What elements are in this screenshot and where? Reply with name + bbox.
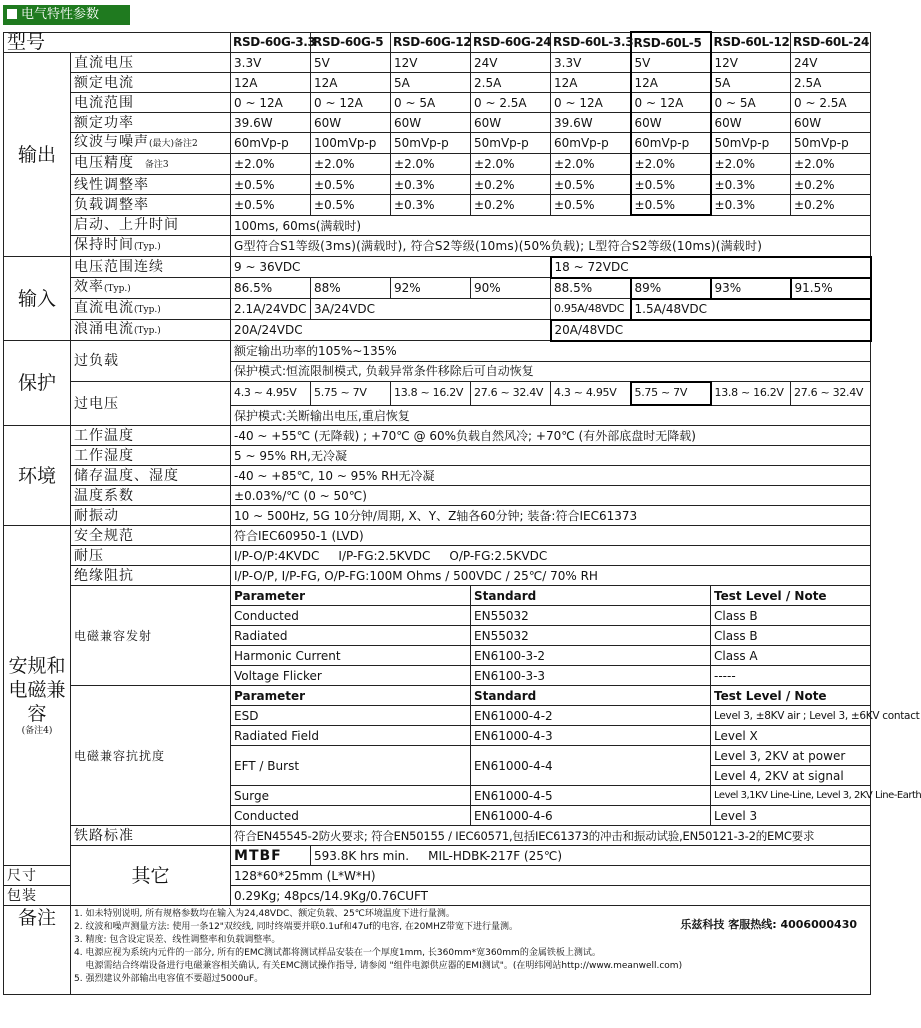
working-temp-value: -40 ~ +55℃ (无降载) ; +70℃ @ 60%负载自然风冷; +70℃ (有外部底盘时无降载) (231, 426, 871, 446)
cell: ±0.5% (231, 195, 311, 216)
model-l12: RSD-60L-12 (711, 32, 791, 53)
row-efficiency (4, 278, 871, 299)
label-text: 保持时间 (74, 237, 134, 253)
cell: 12V (391, 53, 471, 73)
label-text: 直流电流 (74, 300, 134, 316)
emission-head-param: Parameter (231, 586, 471, 606)
row-inrush (4, 320, 871, 341)
section-output: 输出 (4, 53, 71, 257)
label-overvoltage: 过电压 (71, 382, 231, 426)
vibration-value: 10 ~ 500Hz, 5G 10分钟/周期, X、Y、Z轴各60分钟; 装备:符合IEC61373 (231, 506, 871, 526)
cell: 13.8 ~ 16.2V (711, 382, 791, 406)
cell: 4.3 ~ 4.95V (551, 382, 631, 406)
section-input: 输入 (4, 257, 71, 341)
hold-up-value: G型符合S1等级(3ms)(满载时), 符合S2等级(10ms)(50%负载); L型符合S2等级(10ms)(满载时) (231, 236, 871, 257)
cell: 39.6W (551, 113, 631, 133)
row-mtbf (4, 846, 871, 866)
label-rated-power: 额定功率 (71, 113, 231, 133)
row-working-temp (4, 426, 871, 446)
working-humidity-value: 5 ~ 95% RH,无冷凝 (231, 446, 871, 466)
cell: 12A (551, 73, 631, 93)
cell: 60W (631, 113, 711, 133)
immunity-head-standard: Standard (471, 686, 711, 706)
label-note: 备注3 (144, 160, 169, 170)
label-isolation: 绝缘阻抗 (71, 566, 231, 586)
cell: ±2.0% (631, 154, 711, 175)
label-note: (Typ.) (134, 326, 161, 336)
section-protection: 保护 (4, 341, 71, 426)
square-icon (7, 9, 17, 19)
cell: 5A (391, 73, 471, 93)
section-header-title: 电气特性参数 (21, 7, 100, 22)
cell: Level 3, 2KV at power (711, 746, 871, 766)
note-line-1: 1. 如未特别说明, 所有规格参数均在输入为24,48VDC、额定负载、25℃环境温度下进行量测。 (74, 909, 455, 919)
cell: 0 ~ 5A (711, 93, 791, 113)
setup-rise-value: 100ms, 60ms(满载时) (231, 215, 871, 236)
label-line-regulation: 线性调整率 (71, 175, 231, 195)
label-mtbf: MTBF (231, 846, 311, 866)
cell: 91.5% (791, 278, 871, 299)
spec-table (3, 31, 921, 995)
cell: EN55032 (471, 626, 711, 646)
cell: Class B (711, 606, 871, 626)
row-rated-current (4, 73, 871, 93)
label-working-humidity: 工作湿度 (71, 446, 231, 466)
label-dc-voltage: 直流电压 (71, 53, 231, 73)
cell: 0 ~ 2.5A (471, 93, 551, 113)
voltage-range-g: 9 ~ 36VDC (231, 257, 551, 278)
section-safety-text: 安规和电磁兼容 (8, 655, 66, 725)
cell: Level X (711, 726, 871, 746)
overload-line2: 保护模式:恒流限制模式, 负载异常条件移除后可自动恢复 (231, 361, 871, 382)
label-voltage-range: 电压范围连续 (71, 257, 231, 278)
cell: 89% (631, 278, 711, 299)
cell: 5V (631, 53, 711, 73)
cell: ±0.5% (551, 175, 631, 195)
label-note: (Typ.) (134, 305, 161, 315)
cell: 39.6W (231, 113, 311, 133)
cell: 0 ~ 5A (391, 93, 471, 113)
cell: 93% (711, 278, 791, 299)
cell: 27.6 ~ 32.4V (791, 382, 871, 406)
cell: ±0.3% (711, 195, 791, 216)
cell: ±2.0% (471, 154, 551, 175)
label-dc-current (71, 299, 231, 320)
model-g12: RSD-60G-12 (391, 32, 471, 53)
row-setup-rise (4, 215, 871, 236)
section-safety-note: (备注4) (21, 726, 53, 736)
dc-current-l1: 0.95A/48VDC (551, 299, 631, 320)
cell: ±0.5% (231, 175, 311, 195)
cell: 2.5A (471, 73, 551, 93)
label-voltage-tolerance (71, 154, 231, 175)
dc-current-g1: 2.1A/24VDC (231, 299, 311, 320)
note-line-5: 电源需结合终端设备进行电磁兼容相关确认, 有关EMC测试操作指导, 请参阅 "组件电源供应器的EMI测试"。(在明纬网站http://www.meanwell.com) (74, 961, 683, 971)
cell: 27.6 ~ 32.4V (471, 382, 551, 406)
cell: ±2.0% (391, 154, 471, 175)
cell: ±0.3% (391, 175, 471, 195)
cell: 100mVp-p (311, 133, 391, 154)
cell: ±0.5% (551, 195, 631, 216)
row-ripple (4, 133, 871, 154)
row-current-range (4, 93, 871, 113)
cell: ±0.5% (631, 175, 711, 195)
cell: 5V (311, 53, 391, 73)
cell: Conducted (231, 606, 471, 626)
model-l24: RSD-60L-24 (791, 32, 871, 53)
row-dc-current (4, 299, 871, 320)
cell: ±0.3% (711, 175, 791, 195)
row-temp-coeff (4, 486, 871, 506)
cell: 50mVp-p (471, 133, 551, 154)
row-load-regulation (4, 195, 871, 216)
cell: ±0.5% (311, 175, 391, 195)
cell: 60W (711, 113, 791, 133)
row-vibration (4, 506, 871, 526)
label-temp-coeff: 温度系数 (71, 486, 231, 506)
cell: ±2.0% (711, 154, 791, 175)
cell: Class A (711, 646, 871, 666)
safety-standards-value: 符合IEC60950-1 (LVD) (231, 526, 871, 546)
cell: ±0.2% (791, 195, 871, 216)
cell: 50mVp-p (711, 133, 791, 154)
emission-head-level: Test Level / Note (711, 586, 871, 606)
cell: 5.75 ~ 7V (631, 382, 711, 406)
dc-current-l2: 1.5A/48VDC (631, 299, 871, 320)
row-withstand (4, 546, 871, 566)
label-storage: 储存温度、湿度 (71, 466, 231, 486)
cell: 60mVp-p (551, 133, 631, 154)
cell: Harmonic Current (231, 646, 471, 666)
row-safety-standards (4, 526, 871, 546)
label-working-temp: 工作温度 (71, 426, 231, 446)
storage-value: -40 ~ +85℃, 10 ~ 95% RH无冷凝 (231, 466, 871, 486)
row-line-regulation (4, 175, 871, 195)
model-g33: RSD-60G-3.3 (231, 32, 311, 53)
cell: 4.3 ~ 4.95V (231, 382, 311, 406)
cell: Surge (231, 786, 471, 806)
row-working-humidity (4, 446, 871, 466)
cell: Level 3,1KV Line-Line, Level 3, 2KV Line-Earth (711, 786, 871, 806)
row-storage (4, 466, 871, 486)
inrush-g: 20A/24VDC (231, 320, 551, 341)
cell: Voltage Flicker (231, 666, 471, 686)
cell: ±2.0% (311, 154, 391, 175)
label-emc-emission: 电磁兼容发射 (71, 586, 231, 686)
cell: 3.3V (231, 53, 311, 73)
inrush-l: 20A/48VDC (551, 320, 871, 341)
label-overload: 过负载 (71, 341, 231, 382)
cell: 92% (391, 278, 471, 299)
cell: 0 ~ 12A (551, 93, 631, 113)
cell: Radiated Field (231, 726, 471, 746)
label-vibration: 耐振动 (71, 506, 231, 526)
cell: Level 3 (711, 806, 871, 826)
row-voltage-tolerance (4, 154, 871, 175)
label-setup-rise: 启动、上升时间 (71, 215, 231, 236)
cell: 60W (311, 113, 391, 133)
cell: 13.8 ~ 16.2V (391, 382, 471, 406)
note-line-4: 4. 电源应视为系统内元件的一部分, 所有的EMC测试都将测试样品安装在一个厚度1mm, 长360mm*宽360mm的金属铁板上测试。 (74, 948, 601, 958)
model-g5: RSD-60G-5 (311, 32, 391, 53)
cell: 24V (471, 53, 551, 73)
cell: ±0.2% (471, 195, 551, 216)
cell: Level 3, ±8KV air ; Level 3, ±6KV contact (711, 706, 871, 726)
cell: 0 ~ 12A (631, 93, 711, 113)
isolation-value: I/P-O/P, I/P-FG, O/P-FG:100M Ohms / 500VDC / 25℃/ 70% RH (231, 566, 871, 586)
label-inrush (71, 320, 231, 341)
cell: 5A (711, 73, 791, 93)
cell: ±2.0% (231, 154, 311, 175)
cell: EN61000-4-2 (471, 706, 711, 726)
cell: EN6100-3-2 (471, 646, 711, 666)
label-ripple (71, 133, 231, 154)
cell: EN6100-3-3 (471, 666, 711, 686)
cell: ±0.2% (791, 175, 871, 195)
row-hold-up (4, 236, 871, 257)
row-railway (4, 826, 871, 846)
cell: 60W (471, 113, 551, 133)
cell: Radiated (231, 626, 471, 646)
label-note: (Typ.) (134, 242, 161, 252)
cell: 12A (631, 73, 711, 93)
model-l5: RSD-60L-5 (631, 32, 711, 53)
cell: EN55032 (471, 606, 711, 626)
cell: 5.75 ~ 7V (311, 382, 391, 406)
packing-value: 0.29Kg; 48pcs/14.9Kg/0.76CUFT (231, 886, 871, 906)
dc-current-g2: 3A/24VDC (311, 299, 551, 320)
label-load-regulation: 负载调整率 (71, 195, 231, 216)
row-emission-head (4, 586, 871, 606)
cell: 90% (471, 278, 551, 299)
row-isolation (4, 566, 871, 586)
label-text: 电压精度 (74, 155, 134, 171)
cell: ----- (711, 666, 871, 686)
cell: 3.3V (551, 53, 631, 73)
label-dimension: 尺寸 (4, 866, 71, 886)
label-railway: 铁路标准 (71, 826, 231, 846)
note-line-3: 3. 精度: 包含设定误差、线性调整率和负载调整率。 (74, 935, 281, 945)
label-rated-current: 额定电流 (71, 73, 231, 93)
cell: 50mVp-p (791, 133, 871, 154)
dimension-value: 128*60*25mm (L*W*H) (231, 866, 871, 886)
cell: ±0.5% (311, 195, 391, 216)
model-row (4, 32, 871, 53)
cell: ±0.5% (631, 195, 711, 216)
row-immunity-head (4, 686, 871, 706)
label-emc-immunity: 电磁兼容抗扰度 (71, 686, 231, 826)
model-g24: RSD-60G-24 (471, 32, 551, 53)
row-overload-1 (4, 341, 871, 362)
cell: 12A (311, 73, 391, 93)
section-notes: 备注 (4, 906, 71, 995)
overload-line1: 额定输出功率的105%~135% (231, 341, 871, 362)
label-current-range: 电流范围 (71, 93, 231, 113)
row-notes (4, 906, 871, 995)
cell: EN61000-4-3 (471, 726, 711, 746)
immunity-head-param: Parameter (231, 686, 471, 706)
label-hold-up (71, 236, 231, 257)
mtbf-value: 593.8K hrs min. MIL-HDBK-217F (25℃) (311, 846, 871, 866)
label-note: (最大)备注2 (149, 139, 198, 149)
cell: ±2.0% (791, 154, 871, 175)
cell: 50mVp-p (391, 133, 471, 154)
cell: 0 ~ 12A (231, 93, 311, 113)
row-rated-power (4, 113, 871, 133)
row-overvoltage-1 (4, 382, 871, 406)
cell: 0 ~ 2.5A (791, 93, 871, 113)
cell: 60mVp-p (631, 133, 711, 154)
withstand-value: I/P-O/P:4KVDC I/P-FG:2.5KVDC O/P-FG:2.5KVDC (231, 546, 871, 566)
notes-cell (71, 906, 871, 995)
cell: 60W (791, 113, 871, 133)
model-label: 型号 (4, 32, 231, 53)
cell: 2.5A (791, 73, 871, 93)
cell: 12V (711, 53, 791, 73)
label-efficiency (71, 278, 231, 299)
section-others: 其它 (71, 846, 231, 906)
cell: 86.5% (231, 278, 311, 299)
label-packing: 包装 (4, 886, 71, 906)
section-header (3, 5, 130, 25)
cell: Level 4, 2KV at signal (711, 766, 871, 786)
voltage-range-l: 18 ~ 72VDC (551, 257, 871, 278)
label-withstand: 耐压 (71, 546, 231, 566)
cell: EN61000-4-5 (471, 786, 711, 806)
section-safety (4, 526, 71, 866)
cell: EN61000-4-4 (471, 746, 711, 786)
cell: ±0.3% (391, 195, 471, 216)
label-text: 浪涌电流 (74, 321, 134, 337)
cell: ±0.2% (471, 175, 551, 195)
label-text: 效率 (74, 279, 104, 295)
note-line-6: 5. 强烈建议外部输出电容值不要超过5000uF。 (74, 974, 264, 984)
section-environment: 环境 (4, 426, 71, 526)
row-dc-voltage (4, 53, 871, 73)
label-note: (Typ.) (104, 284, 131, 294)
emission-head-standard: Standard (471, 586, 711, 606)
temp-coeff-value: ±0.03%/℃ (0 ~ 50℃) (231, 486, 871, 506)
cell: 88.5% (551, 278, 631, 299)
hotline-text: 乐兹科技 客服热线: 4006000430 (680, 918, 858, 931)
model-l33: RSD-60L-3.3 (551, 32, 631, 53)
cell: 0 ~ 12A (311, 93, 391, 113)
label-text: 纹波与噪声 (74, 134, 149, 150)
cell: Conducted (231, 806, 471, 826)
immunity-head-level: Test Level / Note (711, 686, 871, 706)
cell: EFT / Burst (231, 746, 471, 786)
overvoltage-mode: 保护模式:关断输出电压,重启恢复 (231, 405, 871, 426)
label-safety-standards: 安全规范 (71, 526, 231, 546)
row-voltage-range (4, 257, 871, 278)
cell: ±2.0% (551, 154, 631, 175)
cell: 24V (791, 53, 871, 73)
cell: ESD (231, 706, 471, 726)
cell: 60mVp-p (231, 133, 311, 154)
cell: 60W (391, 113, 471, 133)
railway-value: 符合EN45545-2防火要求; 符合EN50155 / IEC60571,包括IEC61373的冲击和振动试验,EN50121-3-2的EMC要求 (231, 826, 871, 846)
cell: Class B (711, 626, 871, 646)
cell: 88% (311, 278, 391, 299)
note-line-2: 2. 纹波和噪声测量方法: 使用一条12"双绞线, 同时终端要并联0.1uf和47uf的电容, 在20MHZ带宽下进行量测。 (74, 922, 519, 932)
cell: 12A (231, 73, 311, 93)
cell: EN61000-4-6 (471, 806, 711, 826)
